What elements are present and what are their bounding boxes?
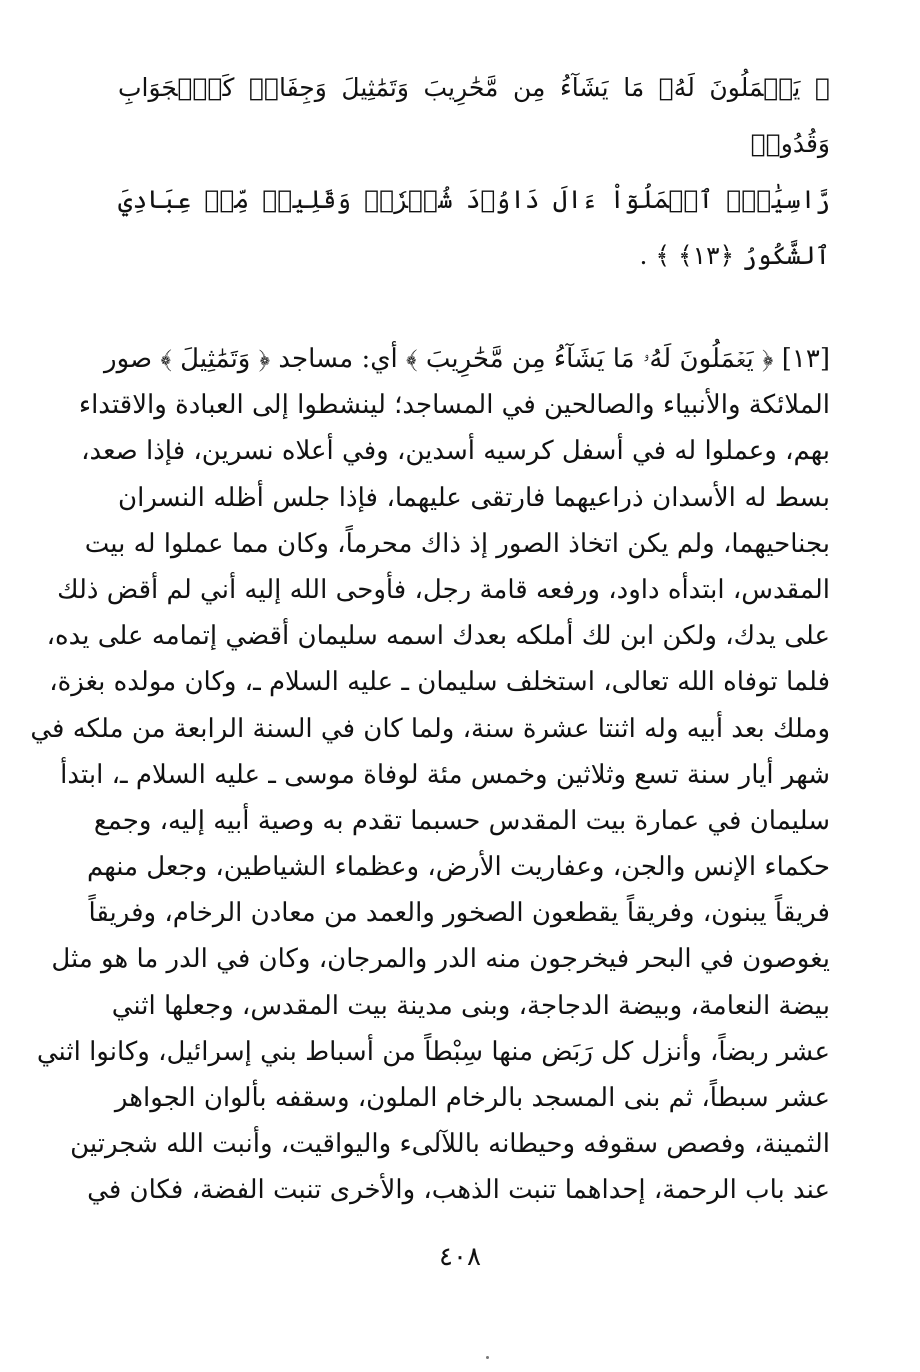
text-line: [١٣] ﴿ يَعۡمَلُونَ لَهُۥ مَا يَشَآءُ مِن مَّحَٰرِيبَ ﴾ أي: مساجد ﴿ وَتَمَٰثِيلَ ﴾ صور [104,344,830,374]
text-line: الملائكة والأنبياء والصالحين في المساجد؛ لينشطوا إلى العبادة والاقتداء [78,390,830,421]
verse-line-2: رَّاسِيَٰتٍۚ ٱعۡمَلُوٓاْ ءَالَ دَاوُۥدَ شُكۡرٗاۚ وَقَلِيلٞ مِّنۡ عِبَادِيَ ٱلشَّكُورُ ﴿١٣﴾ ﴾ . [118,185,830,270]
text-line: عند باب الرحمة، إحداهما تنبت الذهب، والأخرى تنبت الفضة، فكان في [87,1175,830,1206]
text-line: سليمان في عمارة بيت المقدس حسبما تقدم به وصية أبيه إليه، وجمع [93,805,830,836]
text-line: على يدك، ولكن ابن لك أملكه بعدك اسمه سليمان أقضي إتمامه على يده، [46,621,830,652]
text-line: حكماء الإنس والجن، وعفاريت الأرض، وعظماء الشياطين، وجعل منهم [86,852,830,883]
text-line: بهم، وعملوا له في أسفل كرسيه أسدين، وفي أعلاه نسرين، فإذا صعد، [81,436,830,467]
text-line: عشر سبطاً، ثم بنى المسجد بالرخام الملون، وسقفه بألوان الجواهر [114,1083,830,1113]
text-line: وملك بعد أبيه وله اثنتا عشرة سنة، ولما كان في السنة الرابعة من ملكه في [30,713,830,744]
page-content [30,60,830,1214]
text-line: فريقاً يبنون، وفريقاً يقطعون الصخور والعمد من معادن الرخام، وفريقاً [88,898,830,929]
text-line: يغوصون في البحر فيخرجون منه الدر والمرجان، وكان في الدر ما هو مثل [51,944,830,975]
commentary-text [30,336,830,1214]
text-line: فلما توفاه الله تعالى، استخلف سليمان ـ عليه السلام ـ، وكان مولده بغزة، [49,667,830,698]
text-line: الثمينة، وفصص سقوفه وحيطانه باللآلىء واليواقيت، وأنبت الله شجرتين [70,1129,830,1160]
text-line: بجناحيهما، ولم يكن اتخاذ الصور إذ ذاك محرماً، وكان مما عملوا له بيت [84,528,830,559]
text-line: بسط له الأسدان ذراعيهما فارتقى عليهما، فإذا جلس أظله النسران [118,482,830,513]
text-line: بيضة النعامة، وبيضة الدجاجة، وبنى مدينة بيت المقدس، وجعلها اثني [111,990,830,1021]
page-number: ٤٠٨ [439,1242,481,1272]
section-spacer [118,284,830,336]
text-line: عشر ربضاً، وأنزل كل رَبَض منها سِبْطاً من أسباط بني إسرائيل، وكانوا اثني [36,1036,830,1067]
verse-line-1: ﴿ يَعۡمَلُونَ لَهُۥ مَا يَشَآءُ مِن مَّحَٰرِيبَ وَتَمَٰثِيلَ وَجِفَانٖ كَٱلۡجَوَابِ وَقُدُورٖ [118,73,830,158]
text-line: المقدس، ابتدأه داود، ورفعه قامة رجل، فأوحى الله إليه أني لم أقض ذلك [57,574,830,605]
scan-speck [486,1356,489,1359]
text-line: شهر أيار سنة تسع وثلاثين وخمس مئة لوفاة موسى ـ عليه السلام ـ، ابتدأ [60,759,830,790]
quran-verse [118,60,830,284]
